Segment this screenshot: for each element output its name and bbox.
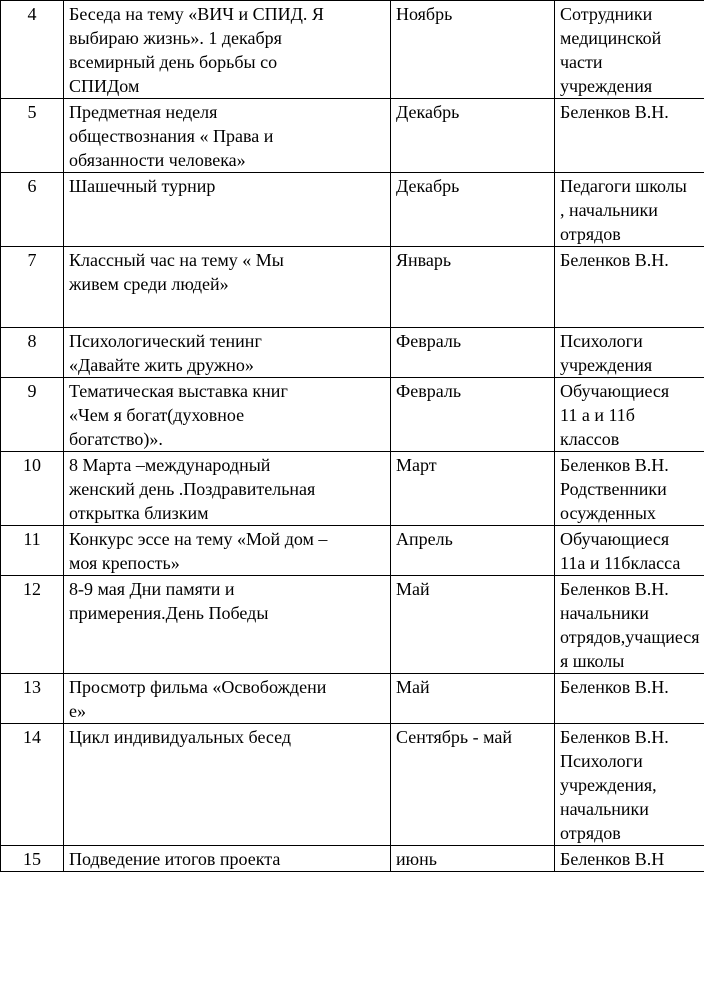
table-row [1,724,704,846]
event-date: июнь [391,846,555,872]
event-responsible: Беленков В.Н. начальники отрядов,учащиеся я школы [555,576,704,674]
event-date: Май [391,674,555,724]
table-row [1,576,704,674]
row-number: 12 [1,576,64,674]
event-name: Беседа на тему «ВИЧ и СПИД. Я выбираю жизнь». 1 декабря всемирный день борьбы со СПИДом [64,1,391,99]
event-responsible: Беленков В.Н. [555,99,704,173]
table-row [1,328,704,378]
event-date: Ноябрь [391,1,555,99]
event-date: Апрель [391,526,555,576]
row-number: 9 [1,378,64,452]
event-name: 8 Марта –международный женский день .Поздравительная открытка близким [64,452,391,526]
row-number: 8 [1,328,64,378]
event-responsible: Беленков В.Н. Родственники осужденных [555,452,704,526]
event-responsible: Сотрудники медицинской части учреждения [555,1,704,99]
event-name: Тематическая выставка книг «Чем я богат(духовное богатство)». [64,378,391,452]
row-number: 13 [1,674,64,724]
row-number: 4 [1,1,64,99]
event-responsible: Обучающиеся 11а и 11бкласса [555,526,704,576]
row-number: 15 [1,846,64,872]
event-name: Цикл индивидуальных бесед [64,724,391,846]
event-responsible: Беленков В.Н. [555,674,704,724]
event-date: Сентябрь - май [391,724,555,846]
event-name: Классный час на тему « Мы живем среди людей» [64,247,391,328]
event-responsible: Беленков В.Н. Психологи учреждения, начальники отрядов [555,724,704,846]
event-name: Подведение итогов проекта [64,846,391,872]
table-row [1,846,704,872]
event-name: 8-9 мая Дни памяти и примерения.День Победы [64,576,391,674]
event-name: Психологический тенинг «Давайте жить дружно» [64,328,391,378]
table-row [1,247,704,328]
table-row [1,674,704,724]
table-row [1,173,704,247]
event-responsible: Беленков В.Н. [555,247,704,328]
event-responsible: Педагоги школы , начальники отрядов [555,173,704,247]
table-row [1,378,704,452]
event-name: Шашечный турнир [64,173,391,247]
row-number: 10 [1,452,64,526]
event-name: Просмотр фильма «Освобождени е» [64,674,391,724]
event-date: Февраль [391,378,555,452]
row-number: 11 [1,526,64,576]
row-number: 7 [1,247,64,328]
event-responsible: Обучающиеся 11 а и 11б классов [555,378,704,452]
event-date: Декабрь [391,173,555,247]
event-date: Май [391,576,555,674]
event-responsible: Психологи учреждения [555,328,704,378]
table-row [1,452,704,526]
table-row [1,1,704,99]
event-date: Март [391,452,555,526]
row-number: 14 [1,724,64,846]
row-number: 5 [1,99,64,173]
table-row [1,526,704,576]
event-date: Январь [391,247,555,328]
table-row [1,99,704,173]
event-name: Предметная неделя обществознания « Права и обязанности человека» [64,99,391,173]
event-date: Декабрь [391,99,555,173]
event-name: Конкурс эссе на тему «Мой дом – моя крепость» [64,526,391,576]
event-responsible: Беленков В.Н [555,846,704,872]
event-date: Февраль [391,328,555,378]
row-number: 6 [1,173,64,247]
